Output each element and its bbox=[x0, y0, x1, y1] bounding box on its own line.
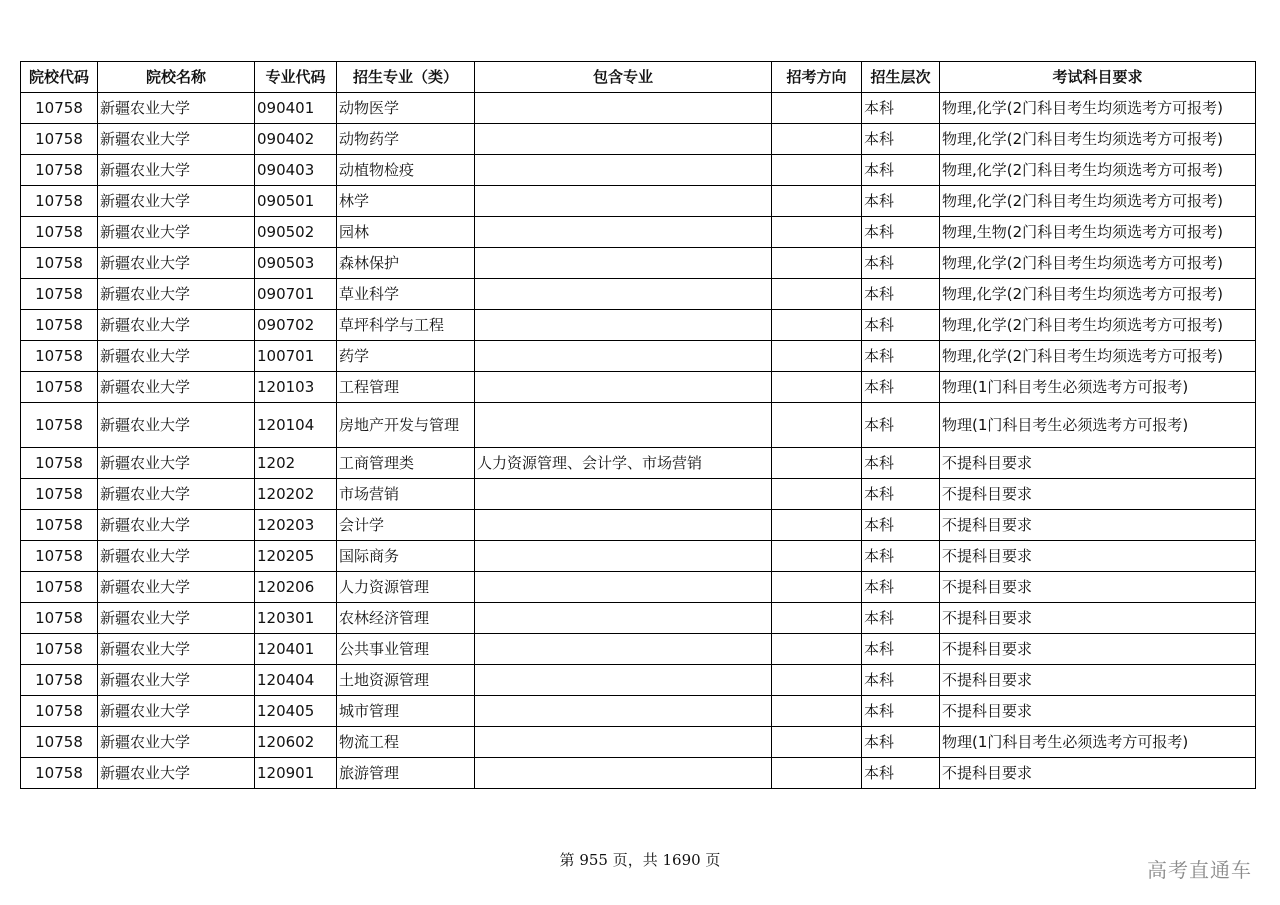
major-code-cell: 100701 bbox=[255, 341, 337, 372]
included-majors-cell bbox=[475, 665, 772, 696]
table-row bbox=[21, 217, 1256, 248]
school-code-cell: 10758 bbox=[21, 665, 98, 696]
direction-cell bbox=[772, 572, 862, 603]
major-cell: 市场营销 bbox=[337, 479, 475, 510]
school-name-cell: 新疆农业大学 bbox=[98, 448, 255, 479]
school-name-cell: 新疆农业大学 bbox=[98, 248, 255, 279]
school-name-cell: 新疆农业大学 bbox=[98, 758, 255, 789]
included-majors-cell: 人力资源管理、会计学、市场营销 bbox=[475, 448, 772, 479]
col-header-school-code: 院校代码 bbox=[21, 62, 98, 93]
school-name-cell: 新疆农业大学 bbox=[98, 372, 255, 403]
level-cell: 本科 bbox=[862, 403, 940, 448]
subject-requirement-cell: 物理(1门科目考生必须选考方可报考) bbox=[940, 372, 1256, 403]
included-majors-cell bbox=[475, 634, 772, 665]
subject-requirement-cell: 不提科目要求 bbox=[940, 448, 1256, 479]
school-name-cell: 新疆农业大学 bbox=[98, 634, 255, 665]
direction-cell bbox=[772, 541, 862, 572]
level-cell: 本科 bbox=[862, 603, 940, 634]
major-cell: 草业科学 bbox=[337, 279, 475, 310]
included-majors-cell bbox=[475, 727, 772, 758]
col-header-school-name: 院校名称 bbox=[98, 62, 255, 93]
major-code-cell: 120301 bbox=[255, 603, 337, 634]
included-majors-cell bbox=[475, 155, 772, 186]
school-name-cell: 新疆农业大学 bbox=[98, 479, 255, 510]
school-code-cell: 10758 bbox=[21, 341, 98, 372]
level-cell: 本科 bbox=[862, 758, 940, 789]
subject-requirement-cell: 物理,化学(2门科目考生均须选考方可报考) bbox=[940, 186, 1256, 217]
major-code-cell: 090401 bbox=[255, 93, 337, 124]
level-cell: 本科 bbox=[862, 372, 940, 403]
table-row bbox=[21, 124, 1256, 155]
major-code-cell: 120405 bbox=[255, 696, 337, 727]
major-code-cell: 120206 bbox=[255, 572, 337, 603]
subject-requirement-cell: 不提科目要求 bbox=[940, 758, 1256, 789]
direction-cell bbox=[772, 727, 862, 758]
table-row bbox=[21, 541, 1256, 572]
major-cell: 农林经济管理 bbox=[337, 603, 475, 634]
school-code-cell: 10758 bbox=[21, 479, 98, 510]
major-code-cell: 120404 bbox=[255, 665, 337, 696]
table-row bbox=[21, 310, 1256, 341]
school-name-cell: 新疆农业大学 bbox=[98, 603, 255, 634]
table-row bbox=[21, 665, 1256, 696]
major-code-cell: 090402 bbox=[255, 124, 337, 155]
page-number: 第 955 页，共 1690 页 bbox=[559, 851, 721, 869]
school-code-cell: 10758 bbox=[21, 155, 98, 186]
included-majors-cell bbox=[475, 248, 772, 279]
school-name-cell: 新疆农业大学 bbox=[98, 217, 255, 248]
table-row bbox=[21, 634, 1256, 665]
included-majors-cell bbox=[475, 510, 772, 541]
school-code-cell: 10758 bbox=[21, 696, 98, 727]
subject-requirement-cell: 物理,化学(2门科目考生均须选考方可报考) bbox=[940, 279, 1256, 310]
school-name-cell: 新疆农业大学 bbox=[98, 310, 255, 341]
school-code-cell: 10758 bbox=[21, 510, 98, 541]
direction-cell bbox=[772, 758, 862, 789]
col-header-included-majors: 包含专业 bbox=[475, 62, 772, 93]
school-code-cell: 10758 bbox=[21, 186, 98, 217]
included-majors-cell bbox=[475, 479, 772, 510]
major-code-cell: 090502 bbox=[255, 217, 337, 248]
direction-cell bbox=[772, 510, 862, 541]
major-cell: 森林保护 bbox=[337, 248, 475, 279]
level-cell: 本科 bbox=[862, 93, 940, 124]
level-cell: 本科 bbox=[862, 186, 940, 217]
level-cell: 本科 bbox=[862, 541, 940, 572]
direction-cell bbox=[772, 310, 862, 341]
table-row bbox=[21, 341, 1256, 372]
subject-requirement-cell: 不提科目要求 bbox=[940, 479, 1256, 510]
included-majors-cell bbox=[475, 541, 772, 572]
included-majors-cell bbox=[475, 124, 772, 155]
direction-cell bbox=[772, 479, 862, 510]
major-code-cell: 120203 bbox=[255, 510, 337, 541]
major-code-cell: 120103 bbox=[255, 372, 337, 403]
direction-cell bbox=[772, 217, 862, 248]
table-row bbox=[21, 696, 1256, 727]
major-code-cell: 1202 bbox=[255, 448, 337, 479]
level-cell: 本科 bbox=[862, 155, 940, 186]
table-row bbox=[21, 186, 1256, 217]
school-name-cell: 新疆农业大学 bbox=[98, 124, 255, 155]
subject-requirement-cell: 不提科目要求 bbox=[940, 510, 1256, 541]
school-name-cell: 新疆农业大学 bbox=[98, 186, 255, 217]
school-code-cell: 10758 bbox=[21, 603, 98, 634]
col-header-subject-requirements: 考试科目要求 bbox=[940, 62, 1256, 93]
major-cell: 林学 bbox=[337, 186, 475, 217]
level-cell: 本科 bbox=[862, 696, 940, 727]
school-name-cell: 新疆农业大学 bbox=[98, 510, 255, 541]
school-code-cell: 10758 bbox=[21, 448, 98, 479]
table-row bbox=[21, 603, 1256, 634]
table-row bbox=[21, 155, 1256, 186]
header-row bbox=[21, 62, 1256, 93]
major-code-cell: 090403 bbox=[255, 155, 337, 186]
included-majors-cell bbox=[475, 279, 772, 310]
level-cell: 本科 bbox=[862, 727, 940, 758]
level-cell: 本科 bbox=[862, 341, 940, 372]
included-majors-cell bbox=[475, 372, 772, 403]
major-code-cell: 090501 bbox=[255, 186, 337, 217]
subject-requirement-cell: 物理,化学(2门科目考生均须选考方可报考) bbox=[940, 93, 1256, 124]
school-code-cell: 10758 bbox=[21, 541, 98, 572]
school-name-cell: 新疆农业大学 bbox=[98, 541, 255, 572]
school-name-cell: 新疆农业大学 bbox=[98, 665, 255, 696]
included-majors-cell bbox=[475, 403, 772, 448]
included-majors-cell bbox=[475, 603, 772, 634]
table-row bbox=[21, 510, 1256, 541]
major-code-cell: 120401 bbox=[255, 634, 337, 665]
school-code-cell: 10758 bbox=[21, 310, 98, 341]
major-cell: 工程管理 bbox=[337, 372, 475, 403]
level-cell: 本科 bbox=[862, 310, 940, 341]
major-cell: 土地资源管理 bbox=[337, 665, 475, 696]
included-majors-cell bbox=[475, 310, 772, 341]
subject-requirement-cell: 物理,化学(2门科目考生均须选考方可报考) bbox=[940, 124, 1256, 155]
table-row bbox=[21, 758, 1256, 789]
major-cell: 草坪科学与工程 bbox=[337, 310, 475, 341]
school-code-cell: 10758 bbox=[21, 634, 98, 665]
school-code-cell: 10758 bbox=[21, 727, 98, 758]
school-code-cell: 10758 bbox=[21, 372, 98, 403]
included-majors-cell bbox=[475, 572, 772, 603]
subject-requirement-cell: 不提科目要求 bbox=[940, 634, 1256, 665]
subject-requirement-cell: 不提科目要求 bbox=[940, 572, 1256, 603]
included-majors-cell bbox=[475, 696, 772, 727]
level-cell: 本科 bbox=[862, 510, 940, 541]
level-cell: 本科 bbox=[862, 248, 940, 279]
level-cell: 本科 bbox=[862, 665, 940, 696]
subject-requirement-cell: 物理(1门科目考生必须选考方可报考) bbox=[940, 727, 1256, 758]
col-header-major: 招生专业（类） bbox=[337, 62, 475, 93]
major-code-cell: 120205 bbox=[255, 541, 337, 572]
direction-cell bbox=[772, 372, 862, 403]
subject-requirement-cell: 物理,化学(2门科目考生均须选考方可报考) bbox=[940, 248, 1256, 279]
level-cell: 本科 bbox=[862, 572, 940, 603]
table-row bbox=[21, 372, 1256, 403]
major-cell: 工商管理类 bbox=[337, 448, 475, 479]
school-name-cell: 新疆农业大学 bbox=[98, 403, 255, 448]
major-cell: 药学 bbox=[337, 341, 475, 372]
subject-requirement-cell: 不提科目要求 bbox=[940, 696, 1256, 727]
subject-requirement-cell: 物理,生物(2门科目考生均须选考方可报考) bbox=[940, 217, 1256, 248]
direction-cell bbox=[772, 603, 862, 634]
major-code-cell: 090503 bbox=[255, 248, 337, 279]
school-code-cell: 10758 bbox=[21, 248, 98, 279]
table-row bbox=[21, 279, 1256, 310]
subject-requirement-cell: 物理,化学(2门科目考生均须选考方可报考) bbox=[940, 310, 1256, 341]
level-cell: 本科 bbox=[862, 479, 940, 510]
watermark-logo-text: 高考直通车 bbox=[1147, 858, 1252, 882]
school-code-cell: 10758 bbox=[21, 124, 98, 155]
major-cell: 动植物检疫 bbox=[337, 155, 475, 186]
subject-requirement-cell: 不提科目要求 bbox=[940, 665, 1256, 696]
major-cell: 动物药学 bbox=[337, 124, 475, 155]
level-cell: 本科 bbox=[862, 124, 940, 155]
direction-cell bbox=[772, 448, 862, 479]
school-name-cell: 新疆农业大学 bbox=[98, 155, 255, 186]
major-cell: 城市管理 bbox=[337, 696, 475, 727]
included-majors-cell bbox=[475, 217, 772, 248]
included-majors-cell bbox=[475, 758, 772, 789]
major-cell: 国际商务 bbox=[337, 541, 475, 572]
subject-requirement-cell: 不提科目要求 bbox=[940, 603, 1256, 634]
direction-cell bbox=[772, 403, 862, 448]
included-majors-cell bbox=[475, 341, 772, 372]
direction-cell bbox=[772, 696, 862, 727]
major-code-cell: 120901 bbox=[255, 758, 337, 789]
table-row bbox=[21, 727, 1256, 758]
level-cell: 本科 bbox=[862, 634, 940, 665]
subject-requirement-cell: 物理,化学(2门科目考生均须选考方可报考) bbox=[940, 155, 1256, 186]
direction-cell bbox=[772, 665, 862, 696]
major-code-cell: 120602 bbox=[255, 727, 337, 758]
col-header-major-code: 专业代码 bbox=[255, 62, 337, 93]
major-code-cell: 120104 bbox=[255, 403, 337, 448]
subject-requirement-cell: 物理,化学(2门科目考生均须选考方可报考) bbox=[940, 341, 1256, 372]
direction-cell bbox=[772, 634, 862, 665]
school-code-cell: 10758 bbox=[21, 403, 98, 448]
school-code-cell: 10758 bbox=[21, 93, 98, 124]
direction-cell bbox=[772, 93, 862, 124]
major-cell: 房地产开发与管理 bbox=[337, 403, 475, 448]
direction-cell bbox=[772, 248, 862, 279]
school-name-cell: 新疆农业大学 bbox=[98, 727, 255, 758]
major-cell: 会计学 bbox=[337, 510, 475, 541]
school-code-cell: 10758 bbox=[21, 758, 98, 789]
subject-requirement-cell: 物理(1门科目考生必须选考方可报考) bbox=[940, 403, 1256, 448]
major-code-cell: 120202 bbox=[255, 479, 337, 510]
level-cell: 本科 bbox=[862, 448, 940, 479]
major-code-cell: 090701 bbox=[255, 279, 337, 310]
school-name-cell: 新疆农业大学 bbox=[98, 279, 255, 310]
table-row bbox=[21, 479, 1256, 510]
table-row bbox=[21, 248, 1256, 279]
school-name-cell: 新疆农业大学 bbox=[98, 572, 255, 603]
major-cell: 公共事业管理 bbox=[337, 634, 475, 665]
major-cell: 动物医学 bbox=[337, 93, 475, 124]
col-header-direction: 招考方向 bbox=[772, 62, 862, 93]
subject-requirement-cell: 不提科目要求 bbox=[940, 541, 1256, 572]
table-row bbox=[21, 93, 1256, 124]
school-code-cell: 10758 bbox=[21, 279, 98, 310]
included-majors-cell bbox=[475, 93, 772, 124]
direction-cell bbox=[772, 186, 862, 217]
table-row bbox=[21, 403, 1256, 448]
school-code-cell: 10758 bbox=[21, 572, 98, 603]
school-name-cell: 新疆农业大学 bbox=[98, 93, 255, 124]
direction-cell bbox=[772, 155, 862, 186]
major-cell: 园林 bbox=[337, 217, 475, 248]
direction-cell bbox=[772, 124, 862, 155]
table-row bbox=[21, 572, 1256, 603]
major-cell: 旅游管理 bbox=[337, 758, 475, 789]
col-header-level: 招生层次 bbox=[862, 62, 940, 93]
school-name-cell: 新疆农业大学 bbox=[98, 696, 255, 727]
major-code-cell: 090702 bbox=[255, 310, 337, 341]
direction-cell bbox=[772, 341, 862, 372]
major-cell: 物流工程 bbox=[337, 727, 475, 758]
major-cell: 人力资源管理 bbox=[337, 572, 475, 603]
table-row bbox=[21, 448, 1256, 479]
level-cell: 本科 bbox=[862, 217, 940, 248]
school-code-cell: 10758 bbox=[21, 217, 98, 248]
level-cell: 本科 bbox=[862, 279, 940, 310]
direction-cell bbox=[772, 279, 862, 310]
admissions-table bbox=[20, 61, 1256, 789]
school-name-cell: 新疆农业大学 bbox=[98, 341, 255, 372]
included-majors-cell bbox=[475, 186, 772, 217]
